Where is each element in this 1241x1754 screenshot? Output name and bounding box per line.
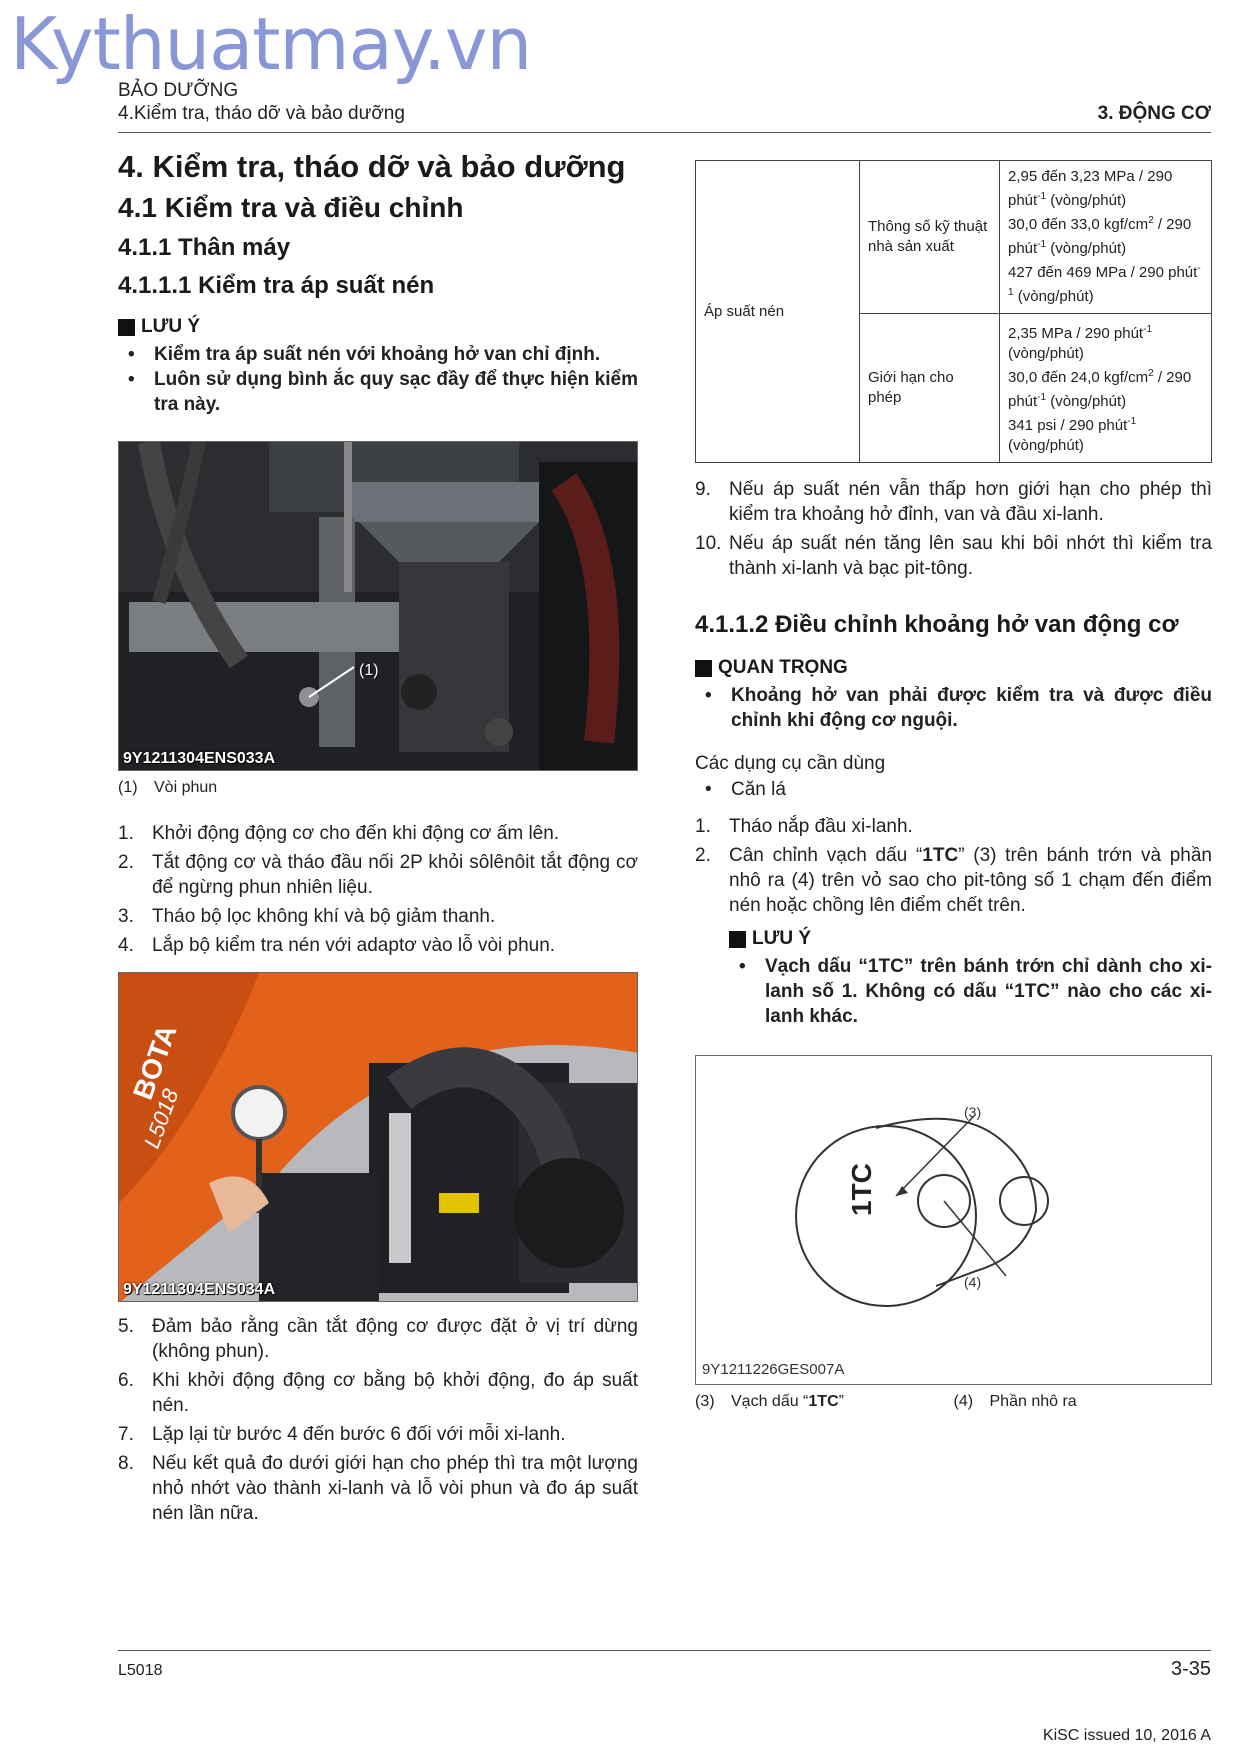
note2-heading xyxy=(729,928,1212,950)
caption-number: (1) xyxy=(118,779,138,796)
important-label: QUAN TRỌNG xyxy=(718,657,848,678)
step-item: 8. Nếu kết quả đo dưới giới hạn cho phép thì tra một lượng nhỏ nhớt vào thành xi-lanh và lỗ vòi phun và đo áp suất nén lần nữa. xyxy=(118,1453,638,1524)
watermark: Kythuatmay.vn xyxy=(10,2,532,86)
note-item: • Luôn sử dụng bình ắc quy sạc đầy để thực hiện kiểm tra này. xyxy=(118,367,638,417)
compression-gauge-illustration xyxy=(119,973,638,1302)
fig-code: 9Y1211226GES007A xyxy=(702,1361,845,1378)
footer-model: L5018 xyxy=(118,1662,163,1679)
important-heading xyxy=(695,657,1212,679)
photo-code: 9Y1211304ENS034A xyxy=(123,1281,276,1298)
fig-caption-3: (3) Vạch dấu “1TC” xyxy=(695,1393,844,1410)
note2-block xyxy=(695,928,1212,1029)
steps-list-c xyxy=(695,477,1212,581)
spec-row1-label: Thông số kỹ thuật nhà sản xuất xyxy=(860,161,1000,314)
header-rule xyxy=(118,132,1211,133)
photo-code: 9Y1211304ENS033A xyxy=(123,750,276,767)
steps-list-b xyxy=(118,1314,638,1526)
spec-row2-label: Giới hạn cho phép xyxy=(860,314,1000,463)
step-item: 10. Nếu áp suất nén tăng lên sau khi bôi nhớt thì kiểm tra thành xi-lanh và bạc pit-tông. xyxy=(695,533,1212,579)
spec-table xyxy=(695,160,1212,463)
header-subsection: 4.Kiểm tra, tháo dỡ và bảo dưỡng xyxy=(118,103,405,124)
note2-item: • Vạch dấu “1TC” trên bánh trớn chỉ dành cho xi-lanh số 1. Không có dấu “1TC” nào cho các xi-lanh khác. xyxy=(729,954,1212,1029)
fig-mark-label: 1TC xyxy=(846,1163,877,1216)
injector-photo xyxy=(118,441,638,771)
steps-list-a xyxy=(118,821,638,958)
heading-2: 4.1 Kiểm tra và điều chỉnh xyxy=(118,192,464,223)
photo-brand-text: BOTA xyxy=(127,1020,183,1104)
note2-label: LƯU Ý xyxy=(752,928,812,949)
step-item: 2. Cân chỉnh vạch dấu “1TC” (3) trên bánh trớn và phần nhô ra (4) trên vỏ sao cho pit-tông số 1 chạm đến điểm nén hoặc chồng lên điểm chết trên. xyxy=(695,845,1212,916)
spec-row2-value: 2,35 MPa / 290 phút$^{-1}$ (vòng/phút) 30,0 đến 24,0 kgf/$cm^2 / 290$ phút$^{-1}$ (vòng/phút) 341 psi / 290 phút$^{-1}$ (vòng/phút) xyxy=(1000,314,1212,463)
tool-item: • Căn lá xyxy=(695,777,1212,802)
note-list xyxy=(118,342,638,417)
spec-param: Áp suất nén xyxy=(696,161,860,463)
note2-square-icon xyxy=(729,931,746,948)
note-heading xyxy=(118,316,638,338)
photo-caption xyxy=(118,779,638,797)
footer-page-number: 3-35 xyxy=(1170,1658,1211,1680)
caption-text: Vòi phun xyxy=(154,779,218,796)
note-square-icon xyxy=(118,319,135,336)
heading-5: 4.1.1.2 Điều chỉnh khoảng hở van động cơ xyxy=(695,611,1179,638)
heading-3: 4.1.1 Thân máy xyxy=(118,234,291,261)
flywheel-mark-diagram xyxy=(696,1056,1213,1386)
gauge-photo xyxy=(118,972,638,1302)
header-chapter: 3. ĐỘNG CƠ xyxy=(1097,103,1211,124)
spec-row1-value: 2,95 đến 3,23 MPa / 290 phút$^{-1}$ (vòng/phút) 30,0 đến 33,0 kgf/$cm^2 / 290$ phút$^{-1}$ (vòng/phút) 427 đến 469 MPa / 290 phút$^{-1}$ (vòng/phút) xyxy=(1000,161,1212,314)
fig-callout-3: (3) xyxy=(964,1104,982,1120)
step-item: 7. Lặp lại từ bước 4 đến bước 6 đối với mỗi xi-lanh. xyxy=(118,1424,566,1445)
step-item: 6. Khi khởi động động cơ bằng bộ khởi động, đo áp suất nén. xyxy=(118,1370,638,1416)
step-item: 1. Tháo nắp đầu xi-lanh. xyxy=(695,816,913,837)
flywheel-diagram xyxy=(695,1055,1212,1385)
photo-callout-1: (1) xyxy=(359,662,379,679)
step-item: 3. Tháo bộ lọc không khí và bộ giảm thanh. xyxy=(118,906,496,927)
tools-label: Các dụng cụ cần dùng xyxy=(695,753,886,774)
left-column xyxy=(118,150,638,1530)
fig-callout-4: (4) xyxy=(964,1274,982,1290)
fig-caption-4: (4) Phần nhô ra xyxy=(953,1393,1077,1410)
note-item: • Kiểm tra áp suất nén với khoảng hở van chỉ định. xyxy=(118,342,638,367)
heading-4: 4.1.1.1 Kiểm tra áp suất nén xyxy=(118,272,435,299)
footer-issue: KiSC issued 10, 2016 A xyxy=(1042,1727,1211,1744)
step-item: 1. Khởi động động cơ cho đến khi động cơ ấm lên. xyxy=(118,823,560,844)
right-column xyxy=(695,160,1212,1411)
important-item: • Khoảng hở van phải được kiểm tra và được điều chỉnh khi động cơ nguội. xyxy=(695,683,1212,733)
engine-bay-illustration xyxy=(119,442,638,771)
note-label: LƯU Ý xyxy=(141,316,201,337)
important-square-icon xyxy=(695,660,712,677)
step-item: 9. Nếu áp suất nén vẫn thấp hơn giới hạn cho phép thì kiểm tra khoảng hở đỉnh, van và đầu xi-lanh. xyxy=(695,479,1212,525)
step-item: 2. Tắt động cơ và tháo đầu nối 2P khỏi sôlênôit tắt động cơ để ngừng phun nhiên liệu. xyxy=(118,852,638,898)
footer-rule xyxy=(118,1650,1211,1651)
header-section: BẢO DƯỠNG xyxy=(118,80,239,101)
photo-model-text: L5018 xyxy=(139,1085,184,1152)
important-list xyxy=(695,683,1212,733)
fig-captions xyxy=(695,1393,1212,1411)
heading-1: 4. Kiểm tra, tháo dỡ và bảo dưỡng xyxy=(118,149,626,184)
step-item: 5. Đảm bảo rằng cần tắt động cơ được đặt ở vị trí dừng (không phun). xyxy=(118,1316,638,1362)
step-item: 4. Lắp bộ kiểm tra nén với adaptơ vào lỗ vòi phun. xyxy=(118,935,556,956)
steps-list-d xyxy=(695,814,1212,918)
tools-list xyxy=(695,777,1212,802)
note2-list xyxy=(729,954,1212,1029)
